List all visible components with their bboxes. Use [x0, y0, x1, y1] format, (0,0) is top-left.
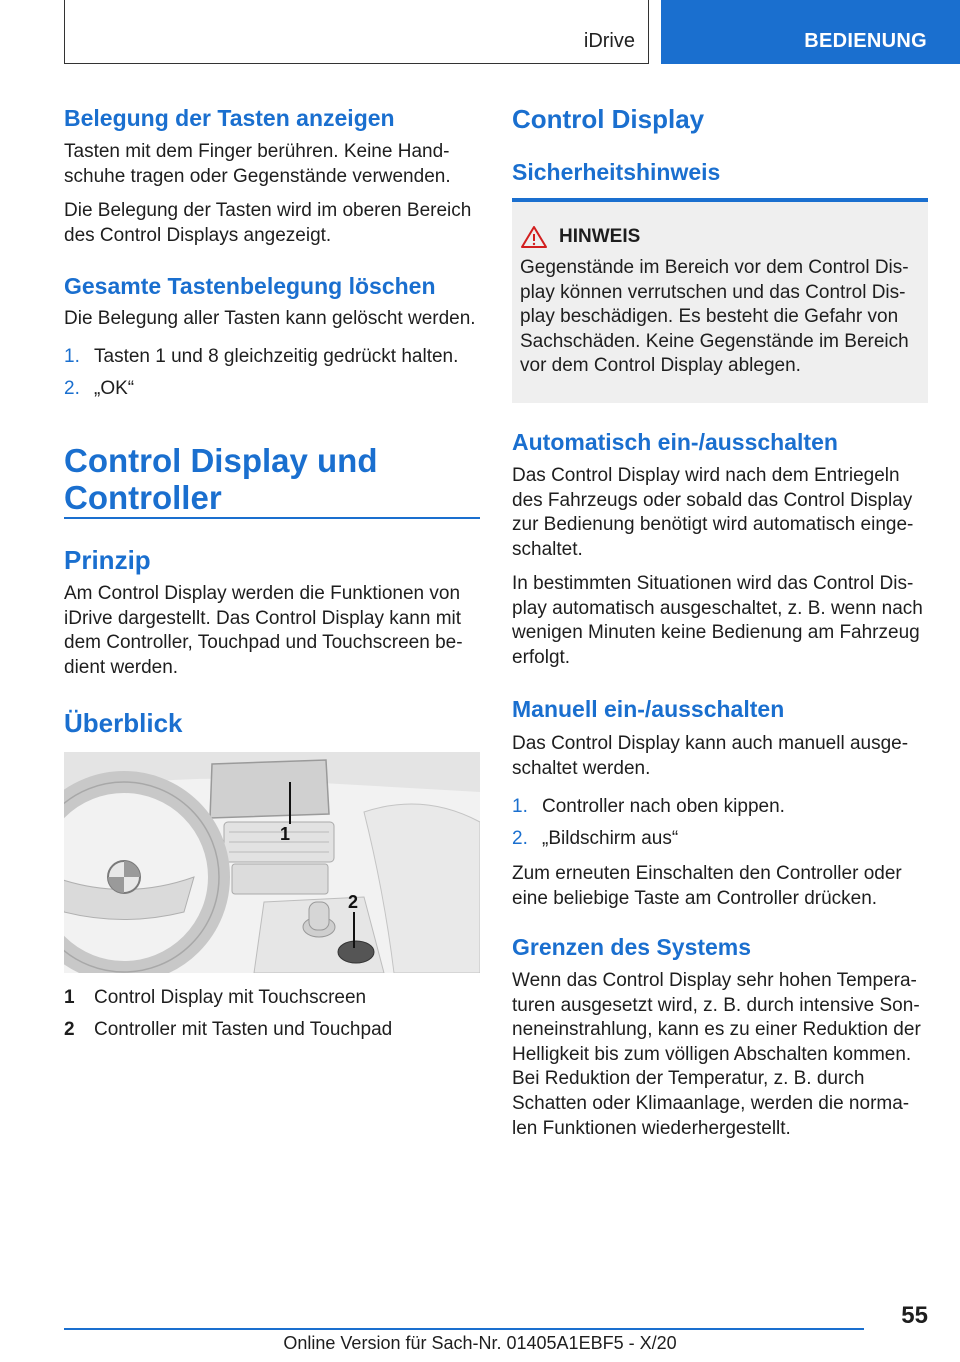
- sicherheit-heading: Sicherheitshinweis: [512, 159, 721, 185]
- belegung-p2-line-2: des Control Displays angezeigt.: [64, 224, 332, 246]
- notice-line-5: vor dem Control Display ablegen.: [520, 355, 801, 377]
- text-line: Helligkeit bis zum völligen Abschalten kommen.: [512, 1043, 912, 1065]
- loeschen-heading: Gesamte Tastenbelegung löschen: [64, 273, 436, 299]
- text-line: neneinstrahlung, kann es zu einer Reduktion der: [512, 1019, 921, 1041]
- page-number: 55: [901, 1302, 928, 1329]
- callout-2: 2: [348, 892, 359, 912]
- belegung-heading: Belegung der Tasten anzeigen: [64, 105, 395, 131]
- caption-number: 2: [64, 1019, 75, 1040]
- prinzip-line-4: dient werden.: [64, 656, 179, 678]
- text-line: des Fahrzeugs oder sobald das Control Display: [512, 489, 913, 511]
- manuell-paragraph-2: [512, 862, 932, 911]
- text-line: Das Control Display kann auch manuell ausge-: [512, 733, 909, 754]
- auto-paragraph-2: [512, 572, 932, 670]
- callout-1: 1: [280, 824, 291, 844]
- list-item-text: „OK“: [94, 378, 135, 399]
- grenzen-heading: Grenzen des Systems: [512, 934, 752, 960]
- notice-line-1: Gegenstände im Bereich vor dem Control Dis-: [520, 257, 909, 278]
- text-line: Das Control Display wird nach dem Entriegeln: [512, 465, 900, 486]
- auto-paragraph-1: [512, 464, 932, 562]
- text-line: Zum erneuten Einschalten den Controller oder: [512, 863, 902, 884]
- chapter-tab[interactable]: [661, 0, 960, 64]
- belegung-p1-line-1: Tasten mit dem Finger berühren. Keine Hand-: [64, 141, 450, 162]
- loeschen-paragraph: Die Belegung aller Tasten kann gelöscht werden.: [64, 308, 476, 329]
- caption-number: 1: [64, 987, 75, 1008]
- text-line: wenigen Minuten keine Bedienung am Fahrzeug: [512, 622, 920, 644]
- text-line: turen ausgesetzt wird, z. B. durch intensive Son-: [512, 994, 920, 1016]
- text-line: Schatten oder Klimaanlage, werden die norma-: [512, 1092, 910, 1114]
- cockpit-illustration: [64, 752, 480, 973]
- belegung-p2-line-1: Die Belegung der Tasten wird im oberen Bereich: [64, 200, 472, 221]
- warning-icon: [520, 225, 548, 249]
- text-line: zur Bedienung benötigt wird automatisch einge-: [512, 514, 914, 536]
- footer-text: Online Version für Sach-Nr. 01405A1EBF5 - X/20: [283, 1333, 677, 1353]
- text-line: Bei Reduktion der Temperatur, z. B. durch: [512, 1068, 865, 1090]
- main-heading-line-1: Control Display und: [64, 442, 378, 479]
- notice-title: HINWEIS: [559, 226, 641, 247]
- caption-text: Control Display mit Touchscreen: [94, 987, 367, 1008]
- notice-body: [520, 256, 920, 379]
- section-title: iDrive: [583, 30, 635, 52]
- text-line: erfolgt.: [512, 646, 571, 668]
- list-item-text: Tasten 1 und 8 gleichzeitig gedrückt halten.: [94, 346, 459, 367]
- main-heading-line-2: Controller: [64, 479, 222, 516]
- prinzip-line-3: dem Controller, Touchpad und Touchscreen be-: [64, 632, 463, 654]
- list-number: 2.: [512, 828, 528, 849]
- main-heading: [64, 442, 484, 516]
- text-line: Wenn das Control Display sehr hohen Tempera-: [512, 970, 917, 991]
- control-display-heading: Control Display: [512, 104, 705, 134]
- list-number: 1.: [512, 796, 528, 817]
- ueberblick-heading: Überblick: [64, 708, 183, 738]
- text-line: schaltet werden.: [512, 757, 651, 779]
- belegung-paragraph-2: [64, 199, 484, 248]
- notice-line-2: play können verrutschen und das Control Dis-: [520, 281, 906, 303]
- chapter-tab-label: BEDIENUNG: [804, 30, 927, 52]
- manuell-paragraph: [512, 732, 932, 781]
- list-item-text: Controller nach oben kippen.: [542, 796, 785, 817]
- text-line: schaltet.: [512, 538, 583, 560]
- text-line: eine beliebige Taste am Controller drücken.: [512, 887, 878, 909]
- text-line: play automatisch ausgeschaltet, z. B. wenn nach: [512, 597, 923, 619]
- grenzen-paragraph: [512, 969, 932, 1141]
- list-number: 2.: [64, 378, 80, 399]
- notice-line-4: Sachschäden. Keine Gegenstände im Bereich: [520, 330, 909, 352]
- belegung-paragraph-1: [64, 140, 480, 189]
- prinzip-line-2: iDrive dargestellt. Das Control Display kann mit: [64, 607, 462, 629]
- text-line: len Funktionen wiederhergestellt.: [512, 1117, 791, 1139]
- cockpit-drawing: [64, 752, 480, 973]
- prinzip-paragraph: [64, 582, 484, 680]
- belegung-p1-line-2: schuhe tragen oder Gegenstände verwenden.: [64, 165, 451, 187]
- list-number: 1.: [64, 346, 80, 367]
- footer-rule: [64, 1328, 864, 1330]
- header-frame: [64, 0, 649, 64]
- text-line: In bestimmten Situationen wird das Control Dis-: [512, 573, 914, 594]
- manuell-heading: Manuell ein-/ausschalten: [512, 696, 785, 722]
- heading-underline: [64, 517, 480, 519]
- notice-line-3: play beschädigen. Es besteht die Gefahr von: [520, 306, 899, 328]
- list-item-text: „Bildschirm aus“: [542, 828, 679, 849]
- prinzip-heading: Prinzip: [64, 545, 151, 575]
- caption-text: Controller mit Tasten und Touchpad: [94, 1019, 393, 1040]
- prinzip-line-1: Am Control Display werden die Funktionen von: [64, 583, 461, 604]
- auto-heading: Automatisch ein-/ausschalten: [512, 429, 838, 455]
